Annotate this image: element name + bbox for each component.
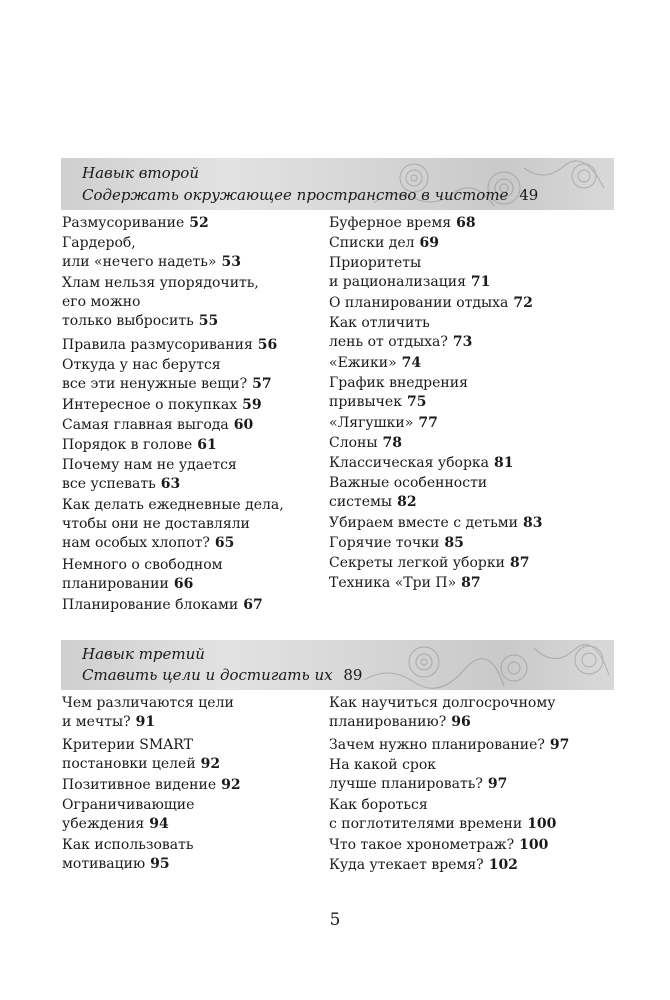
toc-entry-page: 83	[522, 515, 543, 531]
toc-entry	[329, 554, 529, 573]
toc-entry-line: и рационализация	[329, 274, 466, 290]
toc-entry-line: Как научиться долгосрочному	[329, 695, 556, 711]
toc-entry-text	[329, 294, 533, 313]
toc-entry-page: 97	[549, 737, 570, 753]
toc-entry-page: 56	[257, 337, 278, 353]
toc-entry-page: 66	[173, 576, 194, 592]
toc-entry-line: Позитивное видение	[62, 777, 217, 793]
toc-entry	[62, 736, 220, 774]
toc-entry	[329, 836, 548, 855]
toc-entry-line: Гардероб,	[62, 235, 136, 251]
section-subtitle: Ставить цели и достигать их	[82, 666, 333, 684]
toc-entry	[62, 776, 241, 795]
toc-entry-line: Ограничивающие	[62, 797, 195, 813]
toc-entry-page: 73	[452, 334, 473, 350]
toc-entry-line: Хлам нельзя упорядочить,	[62, 275, 259, 291]
section-title: Навык третий	[82, 645, 205, 663]
toc-entry-page: 95	[150, 856, 170, 872]
toc-entry-line: «Лягушки»	[329, 415, 414, 431]
toc-entry	[329, 314, 472, 352]
toc-entry-text	[329, 856, 518, 875]
toc-entry-text	[62, 836, 194, 855]
toc-entry	[329, 414, 438, 433]
section-subtitle: Содержать окружающее пространство в чистоте	[82, 186, 509, 204]
toc-entry-page: 87	[509, 555, 530, 571]
toc-entry-text	[329, 736, 569, 755]
toc-entry-text	[329, 314, 472, 333]
toc-entry-text	[62, 396, 262, 415]
toc-entry-line: Убираем вместе с детьми	[329, 515, 518, 531]
toc-entry	[329, 694, 555, 732]
toc-entry-text	[62, 713, 234, 732]
toc-entry-line: Техника «Три П»	[329, 575, 457, 591]
toc-entry	[329, 796, 556, 834]
toc-entry	[62, 234, 241, 272]
toc-entry-text	[329, 796, 556, 815]
toc-entry	[329, 514, 542, 533]
toc-entry-page: 92	[221, 777, 241, 793]
toc-entry	[329, 736, 569, 755]
toc-entry-line: планировании	[62, 576, 169, 592]
toc-entry-text	[62, 815, 194, 834]
toc-entry-page: 72	[513, 295, 533, 311]
toc-entry	[329, 354, 421, 373]
toc-entry-line: нам особых хлопот?	[62, 535, 210, 551]
toc-entry-line: все эти ненужные вещи?	[62, 376, 248, 392]
toc-entry-text	[62, 694, 234, 713]
toc-entry-line: Что такое хронометраж?	[329, 837, 515, 853]
floral-ornament-icon	[354, 640, 614, 690]
toc-entry	[329, 234, 439, 253]
toc-entry-text	[62, 214, 209, 233]
toc-entry	[329, 374, 468, 412]
toc-entry-page: 77	[418, 415, 438, 431]
toc-entry	[62, 416, 253, 435]
toc-entry	[329, 294, 533, 313]
toc-entry-page: 100	[527, 816, 557, 832]
toc-entry-text	[329, 815, 556, 834]
toc-entry-text	[62, 456, 237, 475]
toc-entry-text	[62, 436, 217, 455]
toc-entry-line: Интересное о покупках	[62, 397, 238, 413]
toc-entry	[62, 456, 237, 494]
toc-entry-text	[62, 796, 194, 815]
toc-entry-text	[329, 756, 507, 775]
toc-entry-text	[62, 736, 220, 755]
toc-entry-text	[62, 534, 284, 553]
toc-entry-page: 92	[200, 756, 221, 772]
toc-entry	[62, 694, 234, 732]
page-number: 5	[329, 910, 341, 930]
toc-entry-text	[329, 434, 402, 453]
toc-entry-text	[62, 496, 284, 515]
toc-entry-page: 52	[189, 215, 209, 231]
toc-entry-page: 100	[519, 837, 549, 853]
toc-entry-page: 57	[252, 376, 272, 392]
toc-entry-line: Почему нам не удается	[62, 457, 237, 473]
toc-entry-text	[329, 775, 507, 794]
toc-entry-line: постановки целей	[62, 756, 196, 772]
toc-entry-text	[329, 534, 464, 553]
toc-entry-text	[62, 336, 277, 355]
toc-entry-text	[62, 293, 259, 312]
toc-entry-line: Горячие точки	[329, 535, 440, 551]
toc-entry-text	[329, 234, 439, 253]
toc-entry-line: Буферное время	[329, 215, 452, 231]
toc-entry-line: Классическая уборка	[329, 455, 490, 471]
toc-entry-line: Правила размусоривания	[62, 337, 253, 353]
toc-entry-page: 55	[198, 313, 219, 329]
toc-entry-line: мотивацию	[62, 856, 146, 872]
toc-entry-text	[62, 234, 241, 253]
toc-entry-text	[329, 493, 487, 512]
toc-entry-text	[62, 855, 194, 874]
toc-entry	[329, 574, 481, 593]
toc-entry-page: 63	[160, 476, 181, 492]
toc-entry	[329, 756, 507, 794]
toc-entry-text	[329, 713, 555, 732]
toc-entry-text	[329, 354, 421, 373]
toc-entry-page: 78	[382, 435, 402, 451]
toc-entry-line: и мечты?	[62, 714, 131, 730]
toc-entry-line: График внедрения	[329, 375, 468, 391]
toc-entry-page: 60	[233, 417, 254, 433]
toc-entry-line: лучше планировать?	[329, 776, 483, 792]
toc-entry	[62, 214, 209, 233]
toc-entry-page: 91	[135, 714, 156, 730]
toc-entry-line: Важные особенности	[329, 475, 488, 491]
toc-entry-line: системы	[329, 494, 393, 510]
toc-entry-page: 65	[214, 535, 235, 551]
toc-entry-text	[329, 414, 438, 433]
toc-entry-page: 97	[487, 776, 508, 792]
section-page: 89	[343, 666, 363, 684]
section-header-skill-two	[61, 158, 614, 210]
toc-entry-text	[62, 356, 272, 375]
toc-entry-line: Списки дел	[329, 235, 415, 251]
toc-entry-line: Приоритеты	[329, 255, 422, 271]
toc-entry-line: Откуда у нас берутся	[62, 357, 221, 373]
toc-entry-line: лень от отдыха?	[329, 334, 448, 350]
toc-entry-page: 67	[243, 597, 263, 613]
section-subtitle-line	[82, 186, 538, 204]
section-page: 49	[519, 186, 539, 204]
toc-entry-line: Слоны	[329, 435, 378, 451]
toc-entry-text	[62, 416, 253, 435]
toc-entry-line: «Ежики»	[329, 355, 397, 371]
toc-entry-line: Как бороться	[329, 797, 428, 813]
toc-entry-line: Порядок в голове	[62, 437, 193, 453]
toc-entry-page: 94	[149, 816, 169, 832]
toc-entry-text	[329, 836, 548, 855]
toc-entry-page: 102	[488, 857, 518, 873]
toc-entry-text	[62, 312, 259, 331]
toc-entry-line: привычек	[329, 394, 402, 410]
toc-entry-text	[62, 274, 259, 293]
toc-entry-line: Немного о свободном	[62, 557, 223, 573]
toc-entry	[62, 274, 259, 331]
toc-entry-page: 85	[444, 535, 464, 551]
toc-entry	[62, 796, 194, 834]
toc-entry	[62, 356, 272, 394]
toc-entry-page: 87	[461, 575, 481, 591]
toc-entry-text	[329, 273, 490, 292]
toc-entry-text	[62, 515, 284, 534]
toc-entry-line: О планировании отдыха	[329, 295, 509, 311]
toc-entry-page: 96	[451, 714, 471, 730]
toc-entry-page: 69	[419, 235, 440, 251]
toc-entry-text	[329, 393, 468, 412]
toc-entry-line: Как делать ежедневные дела,	[62, 497, 284, 513]
toc-entry-line: убеждения	[62, 816, 145, 832]
toc-entry	[329, 534, 464, 553]
toc-entry	[62, 596, 263, 615]
toc-entry	[62, 556, 223, 594]
toc-entry	[62, 836, 194, 874]
toc-entry	[329, 474, 487, 512]
toc-entry-page: 82	[397, 494, 417, 510]
toc-entry-page: 53	[221, 254, 241, 270]
toc-entry-text	[62, 776, 241, 795]
toc-entry	[329, 434, 402, 453]
toc-entry-text	[329, 254, 490, 273]
toc-entry-text	[62, 596, 263, 615]
toc-entry-text	[62, 375, 272, 394]
toc-entry-page: 61	[197, 437, 217, 453]
toc-entry-line: все успевать	[62, 476, 156, 492]
toc-entry-text	[62, 755, 220, 774]
toc-entry-page: 74	[401, 355, 422, 371]
section-title: Навык второй	[82, 164, 199, 182]
toc-entry-line: Размусоривание	[62, 215, 185, 231]
toc-entry	[62, 336, 277, 355]
toc-entry-page: 81	[494, 455, 514, 471]
toc-entry-line: его можно	[62, 294, 141, 310]
toc-entry-line: Зачем нужно планирование?	[329, 737, 545, 753]
toc-entry-line: планированию?	[329, 714, 447, 730]
toc-entry-text	[329, 374, 468, 393]
section-subtitle-line	[82, 666, 362, 684]
toc-entry-text	[329, 474, 487, 493]
toc-entry-page: 68	[456, 215, 476, 231]
toc-entry	[329, 254, 490, 292]
toc-entry-line: только выбросить	[62, 313, 194, 329]
toc-entry-text	[62, 556, 223, 575]
toc-entry-text	[329, 333, 472, 352]
toc-entry-page: 75	[406, 394, 427, 410]
toc-entry-line: Планирование блоками	[62, 597, 239, 613]
toc-entry-line: Чем различаются цели	[62, 695, 234, 711]
toc-entry-line: Куда утекает время?	[329, 857, 484, 873]
toc-entry-line: Самая главная выгода	[62, 417, 229, 433]
toc-entry-line: с поглотителями времени	[329, 816, 523, 832]
toc-entry	[329, 214, 476, 233]
toc-entry-text	[329, 214, 476, 233]
toc-entry-text	[329, 694, 555, 713]
toc-entry-line: Секреты легкой уборки	[329, 555, 505, 571]
toc-entry	[329, 454, 514, 473]
toc-entry-line: чтобы они не доставляли	[62, 516, 250, 532]
section-header-skill-three	[61, 640, 614, 690]
toc-entry-text	[329, 574, 481, 593]
toc-entry	[62, 436, 217, 455]
toc-entry-text	[329, 514, 542, 533]
toc-entry-line: или «нечего надеть»	[62, 254, 217, 270]
toc-entry	[62, 496, 284, 553]
toc-entry-line: Критерии SMART	[62, 737, 193, 753]
toc-entry-page: 59	[242, 397, 262, 413]
toc-entry-text	[329, 554, 529, 573]
toc-entry	[329, 856, 518, 875]
toc-entry-line: Как использовать	[62, 837, 194, 853]
toc-entry-text	[62, 253, 241, 272]
toc-entry-page: 71	[470, 274, 491, 290]
toc-entry	[62, 396, 262, 415]
toc-entry-text	[62, 575, 223, 594]
toc-entry-text	[329, 454, 514, 473]
toc-entry-text	[62, 475, 237, 494]
toc-entry-line: Как отличить	[329, 315, 430, 331]
toc-entry-line: На какой срок	[329, 757, 437, 773]
